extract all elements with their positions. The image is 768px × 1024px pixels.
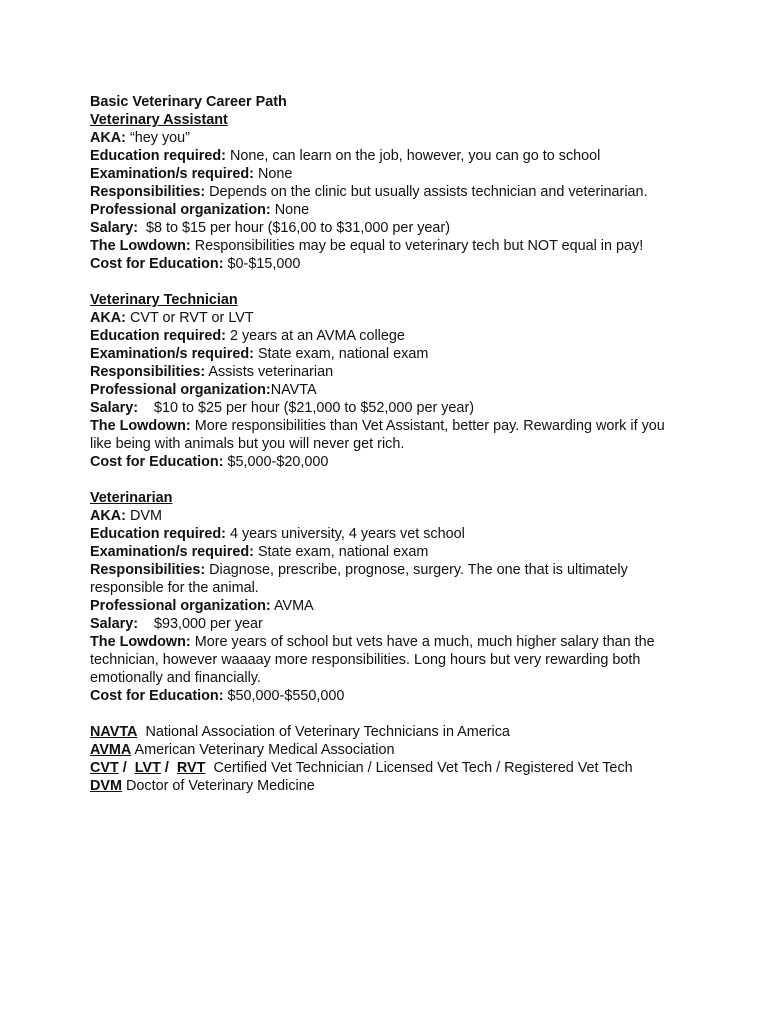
- field-aka: [90, 309, 730, 327]
- field-salary: [90, 399, 730, 417]
- field-lowdown: [90, 633, 665, 687]
- field-label: The Lowdown:: [90, 418, 191, 434]
- field-label: Professional organization:: [90, 598, 271, 614]
- field-education-required: [90, 327, 730, 345]
- glossary-term: NAVTA: [90, 724, 138, 740]
- field-value: Assists veterinarian: [208, 364, 334, 380]
- section-heading: Veterinary Assistant: [90, 112, 228, 128]
- field-lowdown: [90, 237, 730, 255]
- field-professional-organization: [90, 201, 730, 219]
- field-label: Salary:: [90, 400, 138, 416]
- glossary-entry-navta: [90, 723, 730, 741]
- field-label: Cost for Education:: [90, 688, 224, 704]
- section-veterinarian: [90, 489, 730, 705]
- field-responsibilities: [90, 363, 730, 381]
- field-value: Responsibilities may be equal to veterinary tech but NOT equal in pay!: [194, 238, 644, 254]
- field-value: State exam, national exam: [257, 544, 429, 560]
- field-lowdown: [90, 417, 680, 453]
- field-cost-for-education: [90, 453, 730, 471]
- field-value: AVMA: [273, 598, 314, 614]
- glossary-definition: Doctor of Veterinary Medicine: [125, 778, 315, 794]
- field-value: NAVTA: [270, 382, 317, 398]
- field-label: Examination/s required:: [90, 346, 254, 362]
- glossary-entry-cvt-lvt-rvt: [90, 759, 730, 777]
- field-professional-organization: [90, 381, 730, 399]
- field-label: The Lowdown:: [90, 634, 191, 650]
- section-heading: Veterinary Technician: [90, 292, 238, 308]
- field-label: Examination/s required:: [90, 544, 254, 560]
- field-examinations-required: [90, 345, 730, 363]
- field-value: “hey you”: [129, 130, 190, 146]
- glossary-term: LVT: [134, 760, 161, 776]
- field-label: AKA:: [90, 508, 126, 524]
- field-label: Salary:: [90, 616, 138, 632]
- field-education-required: [90, 525, 730, 543]
- field-professional-organization: [90, 597, 730, 615]
- field-value: None, can learn on the job, however, you can go to school: [229, 148, 601, 164]
- glossary-separator: /: [164, 760, 169, 776]
- section-veterinary-assistant: [90, 111, 730, 273]
- field-label: Cost for Education:: [90, 256, 224, 272]
- paragraph-spacer: [90, 705, 730, 723]
- field-label: AKA:: [90, 130, 126, 146]
- field-value: More years of school but vets have a much, much higher salary than the technician, however waaaay more responsibilities. Long hours but very rewarding both emotionally and financially.: [90, 634, 655, 686]
- field-label: Salary:: [90, 220, 138, 236]
- field-cost-for-education: [90, 255, 730, 273]
- document-page: [90, 93, 730, 795]
- field-value: $50,000-$550,000: [227, 688, 345, 704]
- glossary-term: DVM: [90, 778, 122, 794]
- field-value: CVT or RVT or LVT: [129, 310, 254, 326]
- glossary-entry-dvm: [90, 777, 730, 795]
- field-label: Professional organization:: [90, 382, 271, 398]
- field-value: More responsibilities than Vet Assistant, better pay. Rewarding work if you like being with animals but you will never get rich.: [90, 418, 665, 452]
- field-label: Examination/s required:: [90, 166, 254, 182]
- field-label: Education required:: [90, 328, 226, 344]
- field-salary: [90, 615, 730, 633]
- field-label: AKA:: [90, 310, 126, 326]
- field-value: None: [257, 166, 293, 182]
- document-title: Basic Veterinary Career Path: [90, 94, 287, 110]
- field-value: Diagnose, prescribe, prognose, surgery. The one that is ultimately responsible for the animal.: [90, 562, 628, 596]
- field-label: Responsibilities:: [90, 184, 206, 200]
- field-cost-for-education: [90, 687, 730, 705]
- field-value: DVM: [129, 508, 162, 524]
- field-label: Responsibilities:: [90, 562, 206, 578]
- glossary-definition: American Veterinary Medical Association: [134, 742, 395, 758]
- field-value: $93,000 per year: [154, 616, 263, 632]
- field-value: State exam, national exam: [257, 346, 429, 362]
- section-heading: Veterinarian: [90, 490, 173, 506]
- field-value: 4 years university, 4 years vet school: [229, 526, 465, 542]
- field-label: Cost for Education:: [90, 454, 224, 470]
- field-value: $5,000-$20,000: [227, 454, 329, 470]
- field-value: None: [274, 202, 310, 218]
- field-aka: [90, 507, 730, 525]
- field-examinations-required: [90, 543, 730, 561]
- field-label: Professional organization:: [90, 202, 271, 218]
- field-label: Education required:: [90, 526, 226, 542]
- field-responsibilities: [90, 561, 660, 597]
- field-value: $8 to $15 per hour ($16,00 to $31,000 per year): [146, 220, 451, 236]
- glossary: [90, 723, 730, 795]
- field-label: Education required:: [90, 148, 226, 164]
- glossary-term: RVT: [176, 760, 206, 776]
- paragraph-spacer: [90, 273, 730, 291]
- glossary-definition: National Association of Veterinary Technicians in America: [145, 724, 510, 740]
- field-label: Responsibilities:: [90, 364, 206, 380]
- glossary-term: AVMA: [90, 742, 132, 758]
- field-value: $0-$15,000: [227, 256, 301, 272]
- glossary-definition: Certified Vet Technician / Licensed Vet Tech / Registered Vet Tech: [213, 760, 633, 776]
- field-examinations-required: [90, 165, 730, 183]
- glossary-term: CVT: [90, 760, 119, 776]
- field-education-required: [90, 147, 730, 165]
- paragraph-spacer: [90, 471, 730, 489]
- glossary-separator: /: [122, 760, 127, 776]
- field-responsibilities: [90, 183, 730, 201]
- field-label: The Lowdown:: [90, 238, 191, 254]
- field-value: 2 years at an AVMA college: [229, 328, 405, 344]
- section-veterinary-technician: [90, 291, 730, 471]
- field-aka: [90, 129, 730, 147]
- field-salary: [90, 219, 730, 237]
- glossary-entry-avma: [90, 741, 730, 759]
- field-value: Depends on the clinic but usually assists technician and veterinarian.: [209, 184, 648, 200]
- field-value: $10 to $25 per hour ($21,000 to $52,000 per year): [154, 400, 475, 416]
